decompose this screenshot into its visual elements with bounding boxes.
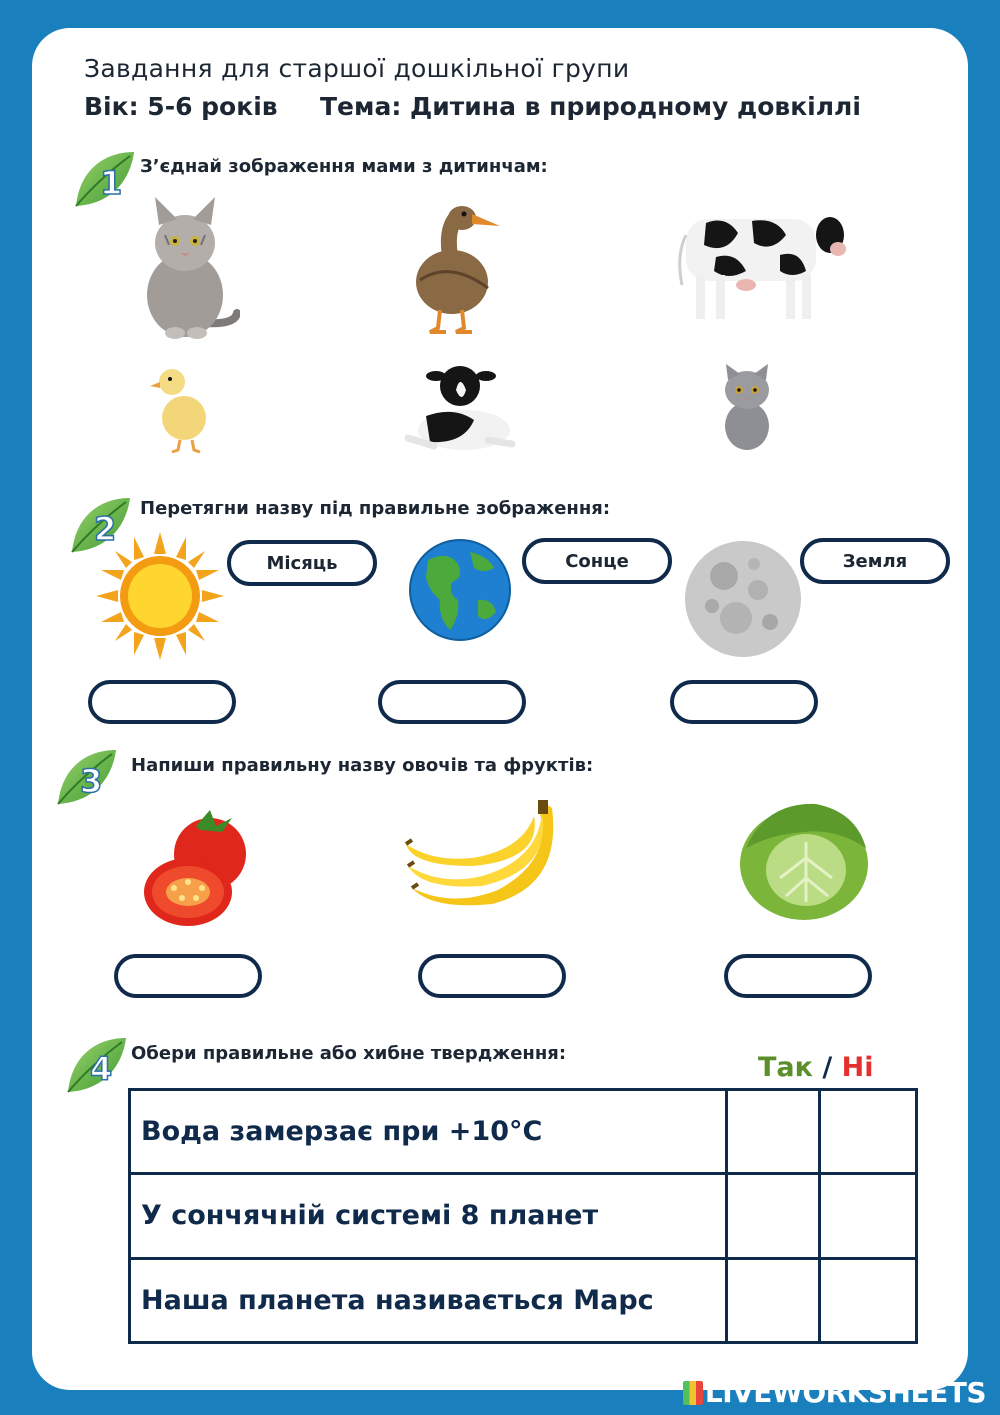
yes-label: Так xyxy=(758,1052,813,1083)
task1-number: 1 xyxy=(100,164,123,202)
duckling-image[interactable] xyxy=(150,362,212,454)
no-cell[interactable] xyxy=(820,1090,917,1174)
duck-image[interactable] xyxy=(410,200,505,338)
statement-cell: У сончячній системі 8 планет xyxy=(130,1174,727,1258)
no-cell[interactable] xyxy=(820,1174,917,1258)
yes-cell[interactable] xyxy=(727,1090,820,1174)
word-chip-moon[interactable]: Місяць xyxy=(227,540,377,586)
yes-cell[interactable] xyxy=(727,1258,820,1342)
no-label: Ні xyxy=(841,1052,874,1083)
leaf-icon xyxy=(62,1034,130,1098)
task2-title: Перетягни назву під правильне зображення: xyxy=(140,498,611,519)
answer-box-tomato[interactable] xyxy=(114,954,262,998)
task4-number: 4 xyxy=(90,1050,113,1088)
table-row xyxy=(130,1090,917,1174)
kitten-image[interactable] xyxy=(718,364,776,452)
separator: / xyxy=(822,1052,833,1083)
task2-number: 2 xyxy=(94,510,117,548)
word-chip-earth[interactable]: Земля xyxy=(800,538,950,584)
drop-box-sun[interactable] xyxy=(88,680,236,724)
word-chip-sun[interactable]: Сонце xyxy=(522,538,672,584)
logo-icon xyxy=(683,1381,703,1405)
moon-image xyxy=(684,540,802,658)
banana-image xyxy=(402,800,562,910)
statement-cell: Наша планета називається Марс xyxy=(130,1258,727,1342)
drop-box-earth[interactable] xyxy=(378,680,526,724)
theme-label: Тема: Дитина в природному довкіллі xyxy=(320,92,861,121)
intro-text: Завдання для старшої дошкільної групи xyxy=(84,54,630,83)
earth-image xyxy=(408,538,512,642)
task1-title: З’єднай зображення мами з дитинчам: xyxy=(140,156,548,177)
table-row xyxy=(130,1174,917,1258)
leaf-icon xyxy=(52,746,120,810)
cat-image[interactable] xyxy=(135,195,240,340)
statement-cell: Вода замерзає при +10°C xyxy=(130,1090,727,1174)
age-label: Вік: 5-6 років xyxy=(84,92,278,121)
yes-cell[interactable] xyxy=(727,1174,820,1258)
no-cell[interactable] xyxy=(820,1258,917,1342)
tomato-image xyxy=(140,806,250,930)
task4-title: Обери правильне або хибне твердження: xyxy=(131,1043,567,1064)
task3-title: Напиши правильну назву овочів та фруктів: xyxy=(131,755,594,776)
sun-image xyxy=(96,532,224,660)
answer-box-cabbage[interactable] xyxy=(724,954,872,998)
leaf-icon xyxy=(70,148,138,212)
drop-box-moon[interactable] xyxy=(670,680,818,724)
cabbage-image xyxy=(736,798,872,922)
cow-image[interactable] xyxy=(676,205,854,327)
true-false-table xyxy=(128,1088,918,1344)
answer-box-banana[interactable] xyxy=(418,954,566,998)
table-row xyxy=(130,1258,917,1342)
true-false-header xyxy=(758,1052,874,1083)
calf-image[interactable] xyxy=(404,360,516,458)
task3-number: 3 xyxy=(80,762,103,800)
liveworksheets-logo: LIVEWORKSHEETS xyxy=(683,1376,986,1409)
